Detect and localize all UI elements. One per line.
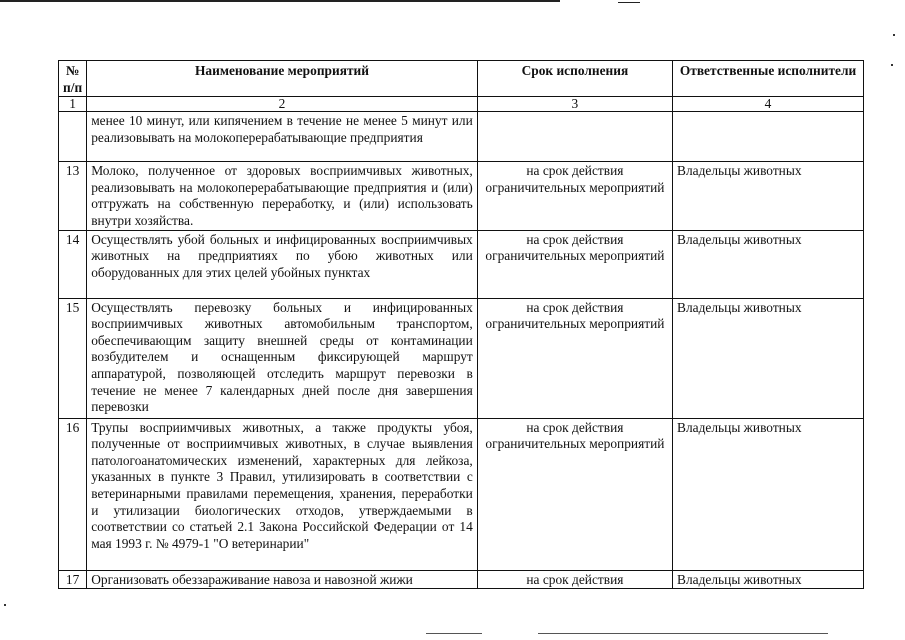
measure-term: [477, 112, 672, 162]
measure-responsible: [673, 112, 864, 162]
column-index: 4: [673, 97, 864, 112]
measure-name: Молоко, полученное от здоровых восприимчивых животных, реализовывать на молокоперерабатывающие предприятия и (или) отгружать на собственную переработку, и (или) использовать внутри хозяйства.: [87, 162, 478, 230]
table-row: [59, 298, 864, 418]
scan-speck: [891, 64, 893, 66]
row-number: [59, 112, 87, 162]
scan-speck: [893, 34, 895, 36]
measure-name: Осуществлять убой больных и инфицированных восприимчивых животных на предприятиях по убою животных или оборудованных для этих целей убойных пунктах: [87, 230, 478, 298]
measure-name: менее 10 минут, или кипячением в течение не менее 5 минут или реализовывать на молокоперерабатывающие предприятия: [87, 112, 478, 162]
column-index-row: [59, 97, 864, 112]
measure-responsible: Владельцы животных: [673, 570, 864, 589]
measure-name: Осуществлять перевозку больных и инфицированных восприимчивых животных автомобильным транспортом, обеспечивающим защиту внешней среды от контаминации возбудителем и оснащенным фиксирующей маршрут аппаратурой, позволяющей отследить маршрут перевозки в течение не менее 7 календарных дней после дня завершения перевозки: [87, 298, 478, 418]
column-index: 3: [477, 97, 672, 112]
header-row: [59, 61, 864, 97]
row-number: 14: [59, 230, 87, 298]
header-resp: Ответственные исполнители: [673, 61, 864, 97]
table-row: [59, 418, 864, 570]
table-row: [59, 570, 864, 589]
header-term: Срок исполнения: [477, 61, 672, 97]
measure-term: на срок действия ограничительных мероприятий: [477, 162, 672, 230]
header-name: Наименование мероприятий: [87, 61, 478, 97]
column-index: 1: [59, 97, 87, 112]
row-number: 13: [59, 162, 87, 230]
table-row: [59, 112, 864, 162]
scan-bottom-line: [426, 633, 482, 634]
row-number: 15: [59, 298, 87, 418]
measure-term: на срок действия ограничительных мероприятий: [477, 418, 672, 570]
measures-table: [58, 60, 864, 589]
measure-responsible: Владельцы животных: [673, 418, 864, 570]
scan-bottom-line-right: [538, 633, 828, 634]
measure-term: на срок действия ограничительных мероприятий: [477, 298, 672, 418]
scan-speck: [4, 604, 6, 606]
measure-responsible: Владельцы животных: [673, 230, 864, 298]
table-row: [59, 230, 864, 298]
scan-top-line: [0, 0, 560, 2]
row-number: 16: [59, 418, 87, 570]
table-row: [59, 162, 864, 230]
measure-responsible: Владельцы животных: [673, 298, 864, 418]
measure-term: на срок действия ограничительных мероприятий: [477, 230, 672, 298]
header-num: № п/п: [59, 61, 87, 97]
measure-responsible: Владельцы животных: [673, 162, 864, 230]
measure-name: Организовать обеззараживание навоза и навозной жижи: [87, 570, 478, 589]
measure-name: Трупы восприимчивых животных, а также продукты убоя, полученные от восприимчивых животных, в случае выявления патологоанатомических изменений, характерных для лейкоза, указанных в пункте 3 Правил, утилизировать в соответствии с ветеринарными правилами перемещения, хранения, переработки и утилизации биологических отходов, утверждаемыми в соответствии со статьей 2.1 Закона Российской Федерации от 14 мая 1993 г. № 4979-1 "О ветеринарии": [87, 418, 478, 570]
row-number: 17: [59, 570, 87, 589]
measure-term: на срок действия: [477, 570, 672, 589]
scan-top-line-right: [618, 2, 640, 3]
column-index: 2: [87, 97, 478, 112]
